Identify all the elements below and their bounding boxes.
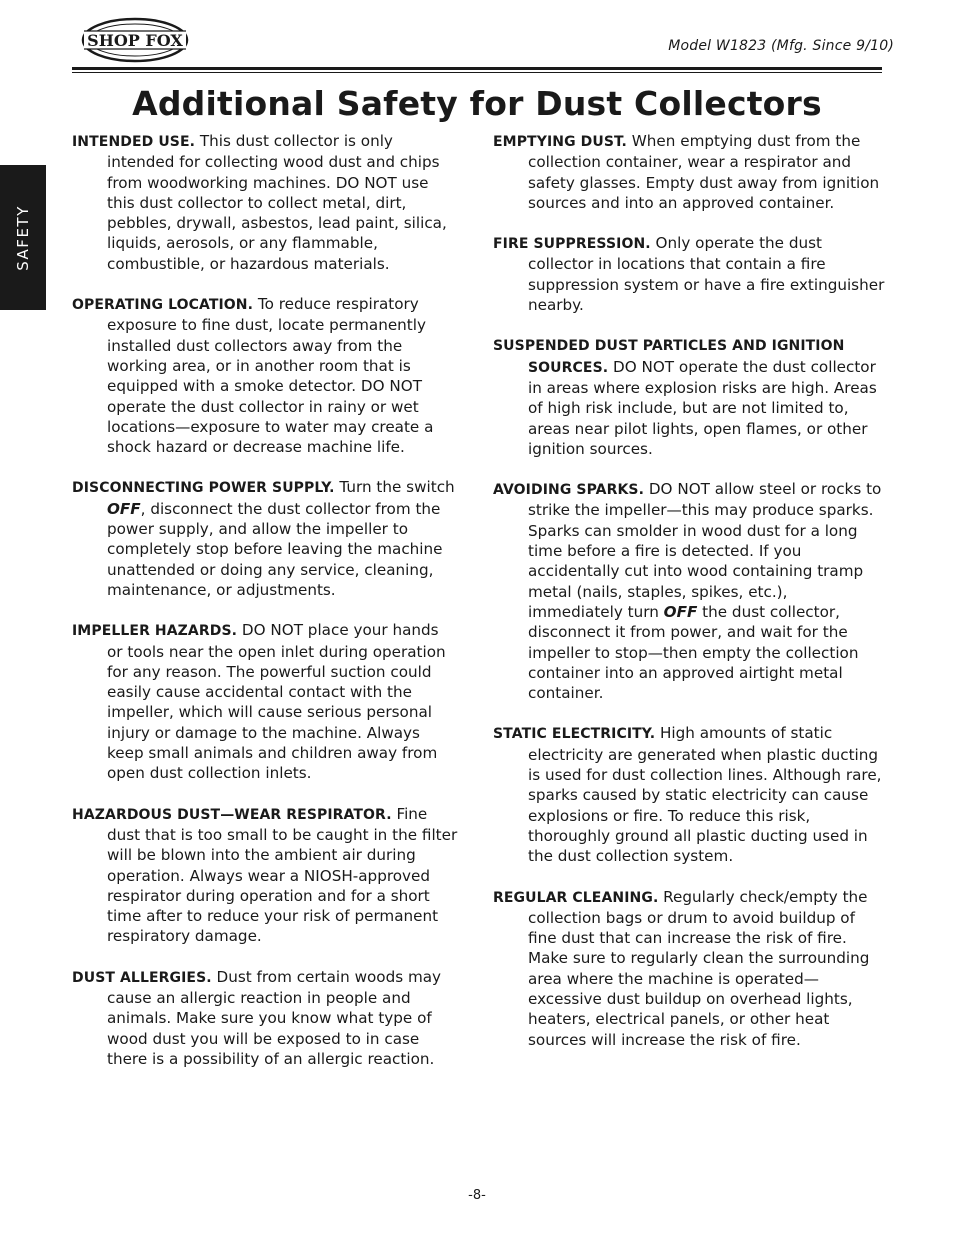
item-text: Turn the switch: [334, 478, 455, 497]
item-heading: REGULAR CLEANING.: [493, 889, 659, 906]
left-column: [72, 131, 458, 1089]
item-text: High amounts of static electricity are generated when plastic ducting is used for dust collection lines. Although rare, sparks caused by static electricity can cause explosions or fire. To reduce this risk, thoroughly ground all plastic ducting used in the dust collection system.: [528, 724, 882, 866]
safety-item-operating-location: [72, 294, 458, 457]
header-rule: [72, 67, 882, 70]
safety-item-disconnecting-power: [72, 477, 458, 600]
item-text: Regularly check/empty the collection bags or drum to avoid buildup of fine dust that can increase the risk of fire. Make sure to regularly clean the surrounding area where the machine is operated—excessive dust buildup on overhead lights, heaters, electrical panels, or other heat sources will increase the risk of fire.: [528, 887, 870, 1049]
item-emphasis-off: OFF: [663, 602, 698, 621]
item-heading: HAZARDOUS DUST—WEAR RESPIRATOR.: [72, 806, 392, 823]
item-text: This dust collector is only intended for collecting wood dust and chips from woodworking machines. DO NOT use this dust collector to collect metal, dirt, pebbles, drywall, asbestos, lead paint, silica, liquids, aerosols, or any flammable, combustible, or hazardous materials.: [107, 132, 447, 273]
safety-item-fire-suppression: [493, 233, 885, 315]
item-text: Dust from certain woods may cause an allergic reaction in people and animals. Make sure you know what type of wood dust you will be exposed to in case there is a possibility of an allergic reaction.: [107, 967, 442, 1068]
section-side-tab: [0, 165, 46, 310]
item-text: When emptying dust from the collection container, wear a respirator and safety glasses. Empty dust away from ignition sources and into an approved container.: [528, 132, 880, 212]
item-heading: SUSPENDED DUST PARTICLES AND IGNITION SOURCES.: [493, 338, 845, 376]
item-heading: FIRE SUPPRESSION.: [493, 236, 651, 253]
safety-item-regular-cleaning: [493, 887, 885, 1050]
right-column: [493, 131, 885, 1070]
safety-item-avoiding-sparks: [493, 479, 885, 703]
page-number: -8-: [468, 1188, 486, 1203]
item-heading: STATIC ELECTRICITY.: [493, 726, 656, 743]
safety-item-impeller-hazards: [72, 620, 458, 783]
safety-item-emptying-dust: [493, 131, 885, 213]
item-emphasis-off: OFF: [107, 499, 141, 518]
item-heading: DUST ALLERGIES.: [72, 969, 212, 986]
safety-item-hazardous-dust: [72, 804, 458, 947]
page-title: Additional Safety for Dust Collectors: [132, 84, 822, 123]
item-heading: DISCONNECTING POWER SUPPLY.: [72, 480, 335, 497]
item-text: Only operate the dust collector in locations that contain a fire suppression system or have a fire extinguisher nearby.: [528, 234, 885, 315]
item-text: DO NOT operate the dust collector in areas where explosion risks are high. Areas of high risk include, but are not limited to, areas near pilot lights, open flames, or other ignition sources.: [528, 357, 877, 458]
item-text: , disconnect the dust collector from the power supply, and allow the impeller to completely stop before leaving the machine unattended or doing any service, cleaning, maintenance, or adjustments.: [107, 499, 443, 599]
side-tab-label: SAFETY: [14, 204, 32, 271]
safety-item-intended-use: [72, 131, 458, 274]
safety-item-static-electricity: [493, 723, 885, 866]
safety-item-suspended-dust: [493, 335, 885, 459]
item-text: DO NOT allow steel or rocks to strike the impeller—this may produce sparks. Sparks can smolder in wood dust for a long time before a fire is detected. If you accidentally cut into wood containing tramp metal (nails, staples, spikes, etc.), immediately turn: [528, 480, 882, 621]
item-heading: OPERATING LOCATION.: [72, 297, 254, 314]
item-heading: INTENDED USE.: [72, 134, 196, 150]
shop-fox-logo-graphic: [80, 16, 190, 64]
item-heading: IMPELLER HAZARDS.: [72, 623, 238, 640]
item-text: To reduce respiratory exposure to fine dust, locate permanently installed dust collectors away from the working area, or in another room that is equipped with a smoke detector. DO NOT operate the dust collector in rainy or wet locations—exposure to water may create a shock hazard or decrease machine life.: [107, 295, 434, 457]
safety-item-dust-allergies: [72, 967, 458, 1069]
logo-wordmark: SHOP FOX: [87, 31, 183, 50]
model-number: Model W1823 (Mfg. Since 9/10): [668, 38, 894, 54]
item-text: the dust collector, disconnect it from power, and wait for the impeller to stop—then empty the collection container into an approved airtight metal container.: [528, 602, 859, 703]
shop-fox-logo: [80, 16, 190, 64]
header-rule-thin: [72, 72, 882, 73]
item-text: DO NOT place your hands or tools near the open inlet during operation for any reason. The powerful suction could easily cause accidental contact with the impeller, which will cause serious personal injury or damage to the machine. Always keep small animals and children away from open dust collection inlets.: [107, 621, 446, 783]
item-text: Fine dust that is too small to be caught in the filter will be blown into the ambient air during operation. Always wear a NIOSH-approved respirator during operation and for a short time after to reduce your risk of permanent respiratory damage.: [107, 804, 458, 946]
item-heading: AVOIDING SPARKS.: [493, 482, 645, 499]
item-heading: EMPTYING DUST.: [493, 134, 627, 150]
